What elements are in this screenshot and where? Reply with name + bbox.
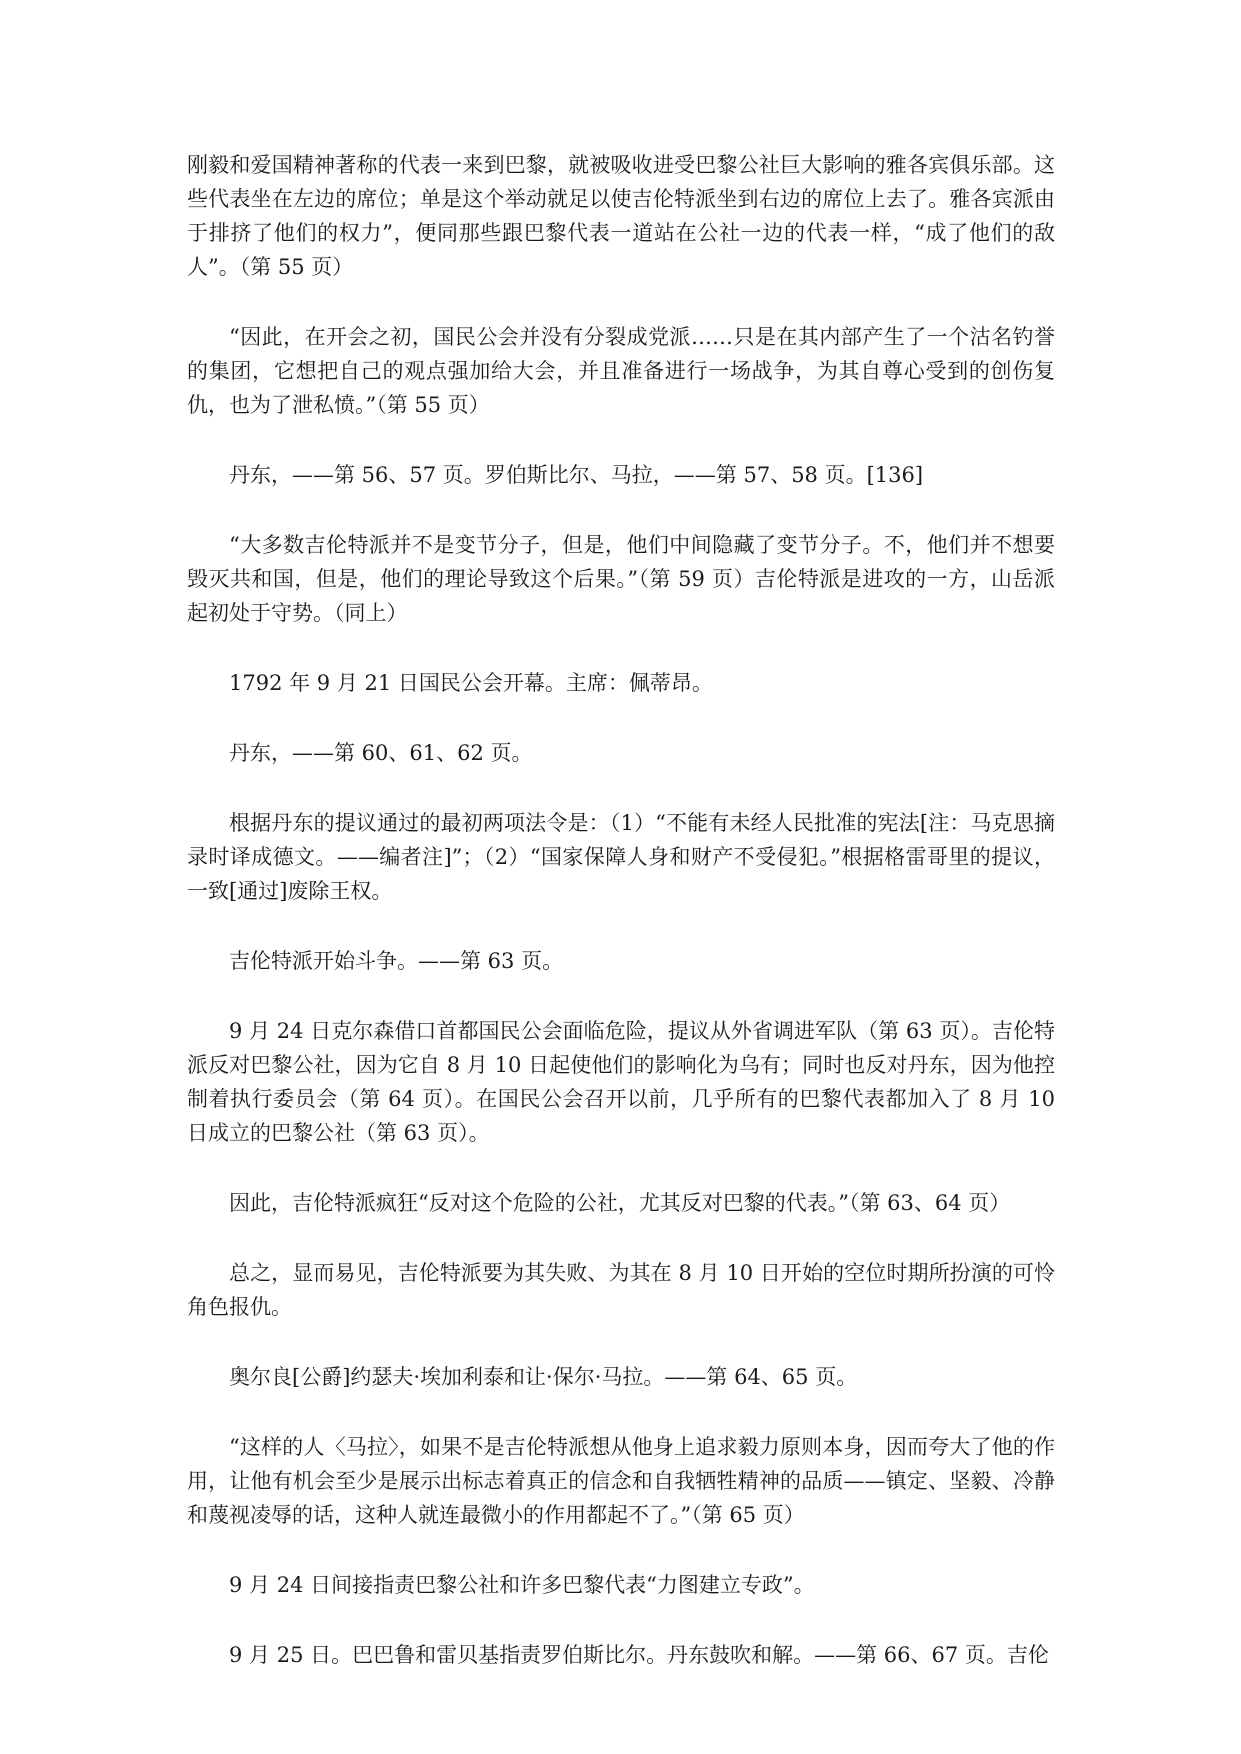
paragraph: 吉伦特派开始斗争。——第 63 页。 — [229, 949, 564, 973]
paragraph: 1792 年 9 月 21 日国民公会开幕。主席：佩蒂昂。 — [229, 671, 713, 695]
paragraph: 总之，显而易见，吉伦特派要为其失败、为其在 8 月 10 日开始的空位时期所扮演的可怜角色报仇。 — [187, 1261, 1055, 1319]
paragraph: 刚毅和爱国精神著称的代表一来到巴黎，就被吸收进受巴黎公社巨大影响的雅各宾俱乐部。这些代表坐在左边的席位；单是这个举动就足以使吉伦特派坐到右边的席位上去了。雅各宾派由于排挤了他们的权力”，便同那些跟巴黎代表一道站在公社一边的代表一样，“成了他们的敌人”。（第 55 页） — [187, 153, 1055, 279]
paragraph: 丹东，——第 60、61、62 页。 — [229, 741, 533, 765]
paragraph: “大多数吉伦特派并不是变节分子，但是，他们中间隐藏了变节分子。不，他们并不想要毁灭共和国，但是，他们的理论导致这个后果。”（第 59 页）吉伦特派是进攻的一方，山岳派起初处于守势。（同上） — [187, 533, 1055, 625]
document-body — [187, 148, 1055, 1672]
paragraph: 9 月 25 日。巴巴鲁和雷贝基指责罗伯斯比尔。丹东鼓吹和解。——第 66、67 页。吉伦 — [229, 1643, 1049, 1667]
paragraph: 丹东，——第 56、57 页。罗伯斯比尔、马拉，——第 57、58 页。[136] — [229, 463, 924, 487]
paragraph: 9 月 24 日克尔森借口首都国民公会面临危险，提议从外省调进军队（第 63 页）。吉伦特派反对巴黎公社，因为它自 8 月 10 日起使他们的影响化为乌有；同时也反对丹东，因为他控制着执行委员会（第 64 页）。在国民公会召开以前，几乎所有的巴黎代表都加入了 8 月 10 日成立的巴黎公社（第 63 页）。 — [187, 1019, 1055, 1145]
paragraph: 奥尔良[公爵]约瑟夫·埃加利泰和让·保尔·马拉。——第 64、65 页。 — [229, 1365, 858, 1389]
paragraph: “因此，在开会之初，国民公会并没有分裂成党派……只是在其内部产生了一个沽名钓誉的集团，它想把自己的观点强加给大会，并且准备进行一场战争，为其自尊心受到的创伤复仇，也为了泄私愤。”（第 55 页） — [187, 325, 1055, 417]
paragraph: 根据丹东的提议通过的最初两项法令是：（1）“不能有未经人民批准的宪法[注：马克思摘录时译成德文。——编者注]”；（2）“国家保障人身和财产不受侵犯。”根据格雷哥里的提议，一致[通过]废除王权。 — [187, 811, 1055, 903]
paragraph: 9 月 24 日间接指责巴黎公社和许多巴黎代表“力图建立专政”。 — [229, 1573, 815, 1597]
paragraph: “这样的人〈马拉〉，如果不是吉伦特派想从他身上追求毅力原则本身，因而夸大了他的作用，让他有机会至少是展示出标志着真正的信念和自我牺牲精神的品质——镇定、坚毅、冷静和蔑视凌辱的话，这种人就连最微小的作用都起不了。”（第 65 页） — [187, 1435, 1055, 1527]
paragraph: 因此，吉伦特派疯狂“反对这个危险的公社，尤其反对巴黎的代表。”（第 63、64 页） — [229, 1191, 1011, 1215]
